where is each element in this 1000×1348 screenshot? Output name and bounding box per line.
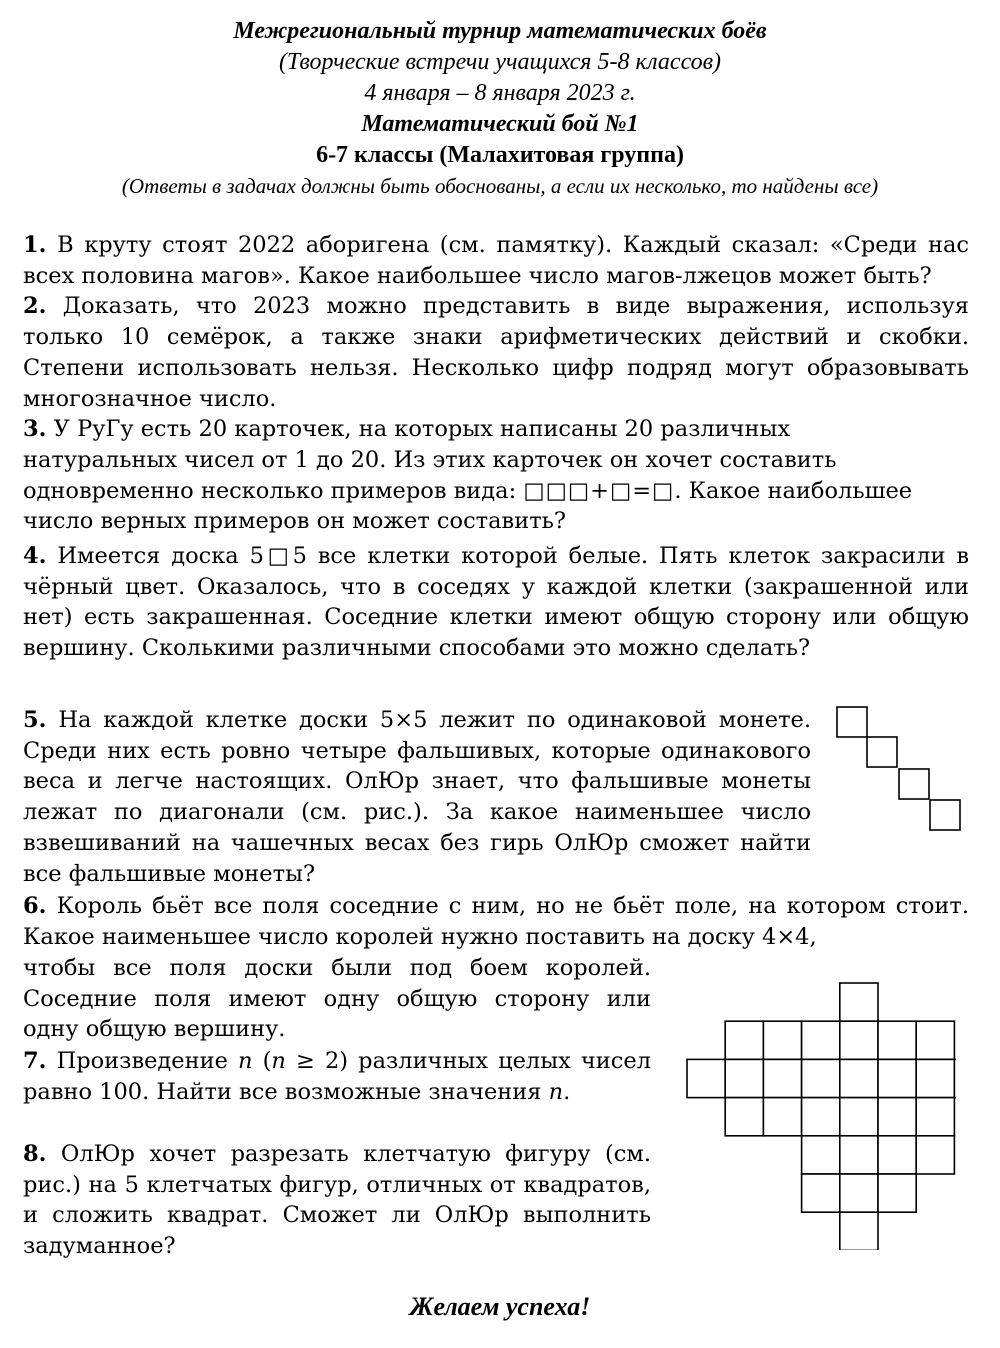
grid-shape-figure: [686, 982, 956, 1255]
diagonal-cell: [930, 800, 960, 830]
problem-6: 6. Король бьёт все поля соседние с ним, но не бьёт поле, на котором стоит. Какое наименьшее число королей нужно поставить на доску 4×4,: [23, 893, 969, 950]
grid-cell: [763, 1021, 801, 1059]
grid-cell: [916, 1059, 954, 1097]
grid-cell: [916, 1098, 954, 1136]
problem-2: 2. Доказать, что 2023 можно представить в виде выражения, используя только 10 семёрок, а также знаки арифметических действий и скобки. Степени использовать нельзя. Несколько цифр подряд могут образовывать многозначное число.: [23, 293, 969, 412]
grid-cell: [840, 1021, 878, 1059]
battle-title: Математический бой №1: [361, 111, 639, 137]
grid-cell: [725, 1059, 763, 1097]
grid-cell: [878, 1098, 916, 1136]
problems-block-1: [23, 230, 969, 664]
problem-1: 1. В круту стоят 2022 аборигена (см. памятку). Каждый сказал: «Среди нас всех половина магов». Какое наибольшее число магов-лжецов может быть?: [23, 232, 969, 289]
grid-cell: [916, 1021, 954, 1059]
grid-cell: [802, 1136, 840, 1174]
closing-wish: Желаем успеха!: [409, 1292, 591, 1321]
grid-cell: [840, 1136, 878, 1174]
problem-8: 8. ОлЮр хочет разрезать клетчатую фигуру (см. рис.) на 5 клетчатых фигур, отличных от квадратов, и сложить квадрат. Сможет ли ОлЮр выполнить задуманное?: [23, 1141, 652, 1260]
grid-cell: [763, 1059, 801, 1097]
diagonal-cell: [837, 707, 867, 737]
diagonal-cell: [899, 769, 929, 799]
diagonal-cell: [867, 737, 897, 767]
grid-cell: [878, 1021, 916, 1059]
tournament-dates: 4 января – 8 января 2023 г.: [364, 80, 636, 106]
diagonal-cells-figure: [836, 706, 966, 837]
grid-cell: [840, 1098, 878, 1136]
header: [0, 16, 1000, 202]
grid-cell: [840, 1174, 878, 1212]
example-boxes: □□□+□=□: [523, 477, 675, 504]
tournament-subtitle: (Творческие встречи учащихся 5-8 классов): [278, 49, 722, 75]
group-title: 6-7 классы (Малахитовая группа): [316, 142, 684, 168]
grid-cell: [763, 1098, 801, 1136]
tournament-title: Межрегиональный турнир математических боёв: [233, 18, 767, 44]
grid-cell: [687, 1059, 725, 1097]
grid-cell: [725, 1098, 763, 1136]
problem-3: 3. У РуГу есть 20 карточек, на которых написаны 20 различных натуральных чисел от 1 до 20. Из этих карточек он хочет составить одновременно несколько примеров вида: □□□+□=□. Какое наибольшее число верных примеров он может составить?: [23, 416, 913, 535]
grid-cell: [954, 1059, 956, 1097]
grid-cell: [802, 1059, 840, 1097]
grid-cell: [802, 1174, 840, 1212]
grid-cell: [916, 1136, 954, 1174]
grid-cell: [878, 1136, 916, 1174]
grid-cell: [840, 1212, 878, 1250]
grid-cell: [840, 983, 878, 1021]
grid-cell: [878, 1059, 916, 1097]
grid-cell: [802, 1098, 840, 1136]
grid-cell: [725, 1021, 763, 1059]
grid-cell: [840, 1059, 878, 1097]
problem-4: 4. Имеется доска 5□5 все клетки которой белые. Пять клеток закрасили в чёрный цвет. Оказалось, что в соседях у каждой клетки (закрашенной или нет) есть закрашенная. Соседние клетки имеют общую сторону или общую вершину. Сколькими различными способами это можно сделать?: [23, 543, 969, 662]
problem-5: 5. На каждой клетке доски 5×5 лежит по одинаковой монете. Среди них есть ровно четыре фальшивых, которые одинакового веса и легче настоящих. ОлЮр знает, что фальшивые монеты лежат по диагонали (см. рис.). За какое наименьшее число взвешиваний на чашечных весах без гирь ОлЮр сможет найти все фальшивые монеты?: [23, 707, 811, 887]
problem-7: 7. Произведение n (n ≥ 2) различных целых чисел равно 100. Найти все возможные значения n.: [23, 1048, 651, 1105]
problem-6-continued: чтобы все поля доски были под боем королей. Соседние поля имеют одну общую сторону или одну общую вершину.: [23, 955, 651, 1043]
instructions-note: (Ответы в задачах должны быть обоснованы, а если их несколько, то найдены все): [121, 174, 879, 198]
grid-cell: [878, 1174, 916, 1212]
grid-cell: [802, 1021, 840, 1059]
